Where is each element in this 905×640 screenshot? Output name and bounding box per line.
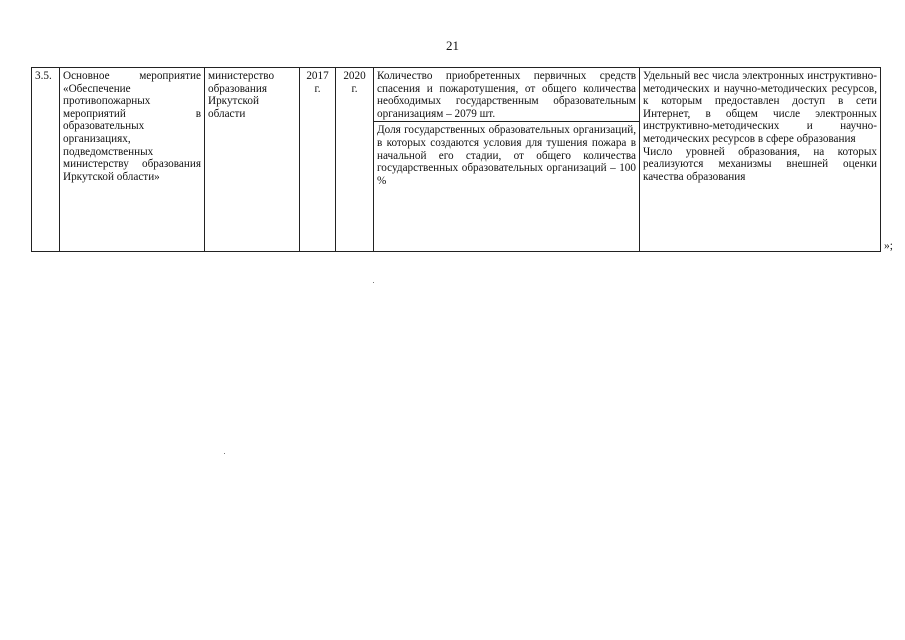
- indicator-cell-2: Доля государственных образовательных организаций, в которых создаются условия для тушения пожара в начальной его стадии, от общего количества государственных образовательных организаций – 100 %: [374, 122, 640, 252]
- year-end-cell: 2020 г.: [336, 68, 374, 252]
- result-cell: [640, 68, 881, 252]
- page-number: 21: [446, 38, 459, 53]
- executor-cell: министерство образования Иркутской области: [205, 68, 300, 252]
- program-activities-table: [31, 67, 881, 252]
- row-number: 3.5.: [32, 68, 60, 252]
- indicator-cell-1: Количество приобретенных первичных средств спасения и пожаротушения, от общего количества необходимых государственным образовательным организациям – 2079 шт.: [374, 68, 640, 122]
- result-text-1: Удельный вес числа электронных инструктивно-методических и научно-методических ресурсов, к которым предоставлен доступ в сети Интернет, в общем числе электронных инструктивно-методических и научно-методических ресурсов в сфере образования: [643, 70, 877, 145]
- closing-quote-mark: »;: [884, 240, 893, 252]
- year-start-cell: 2017 г.: [300, 68, 336, 252]
- result-text-2: Число уровней образования, на которых реализуются механизмы внешней оценки качества образования: [643, 145, 877, 183]
- scan-speck: [373, 282, 374, 283]
- event-cell: Основное мероприятие «Обеспечение противопожарных мероприятий в образовательных организациях, подведомственных министерству образования Иркутской области»: [60, 68, 205, 252]
- table-row: [32, 68, 881, 122]
- scan-speck: [224, 453, 225, 454]
